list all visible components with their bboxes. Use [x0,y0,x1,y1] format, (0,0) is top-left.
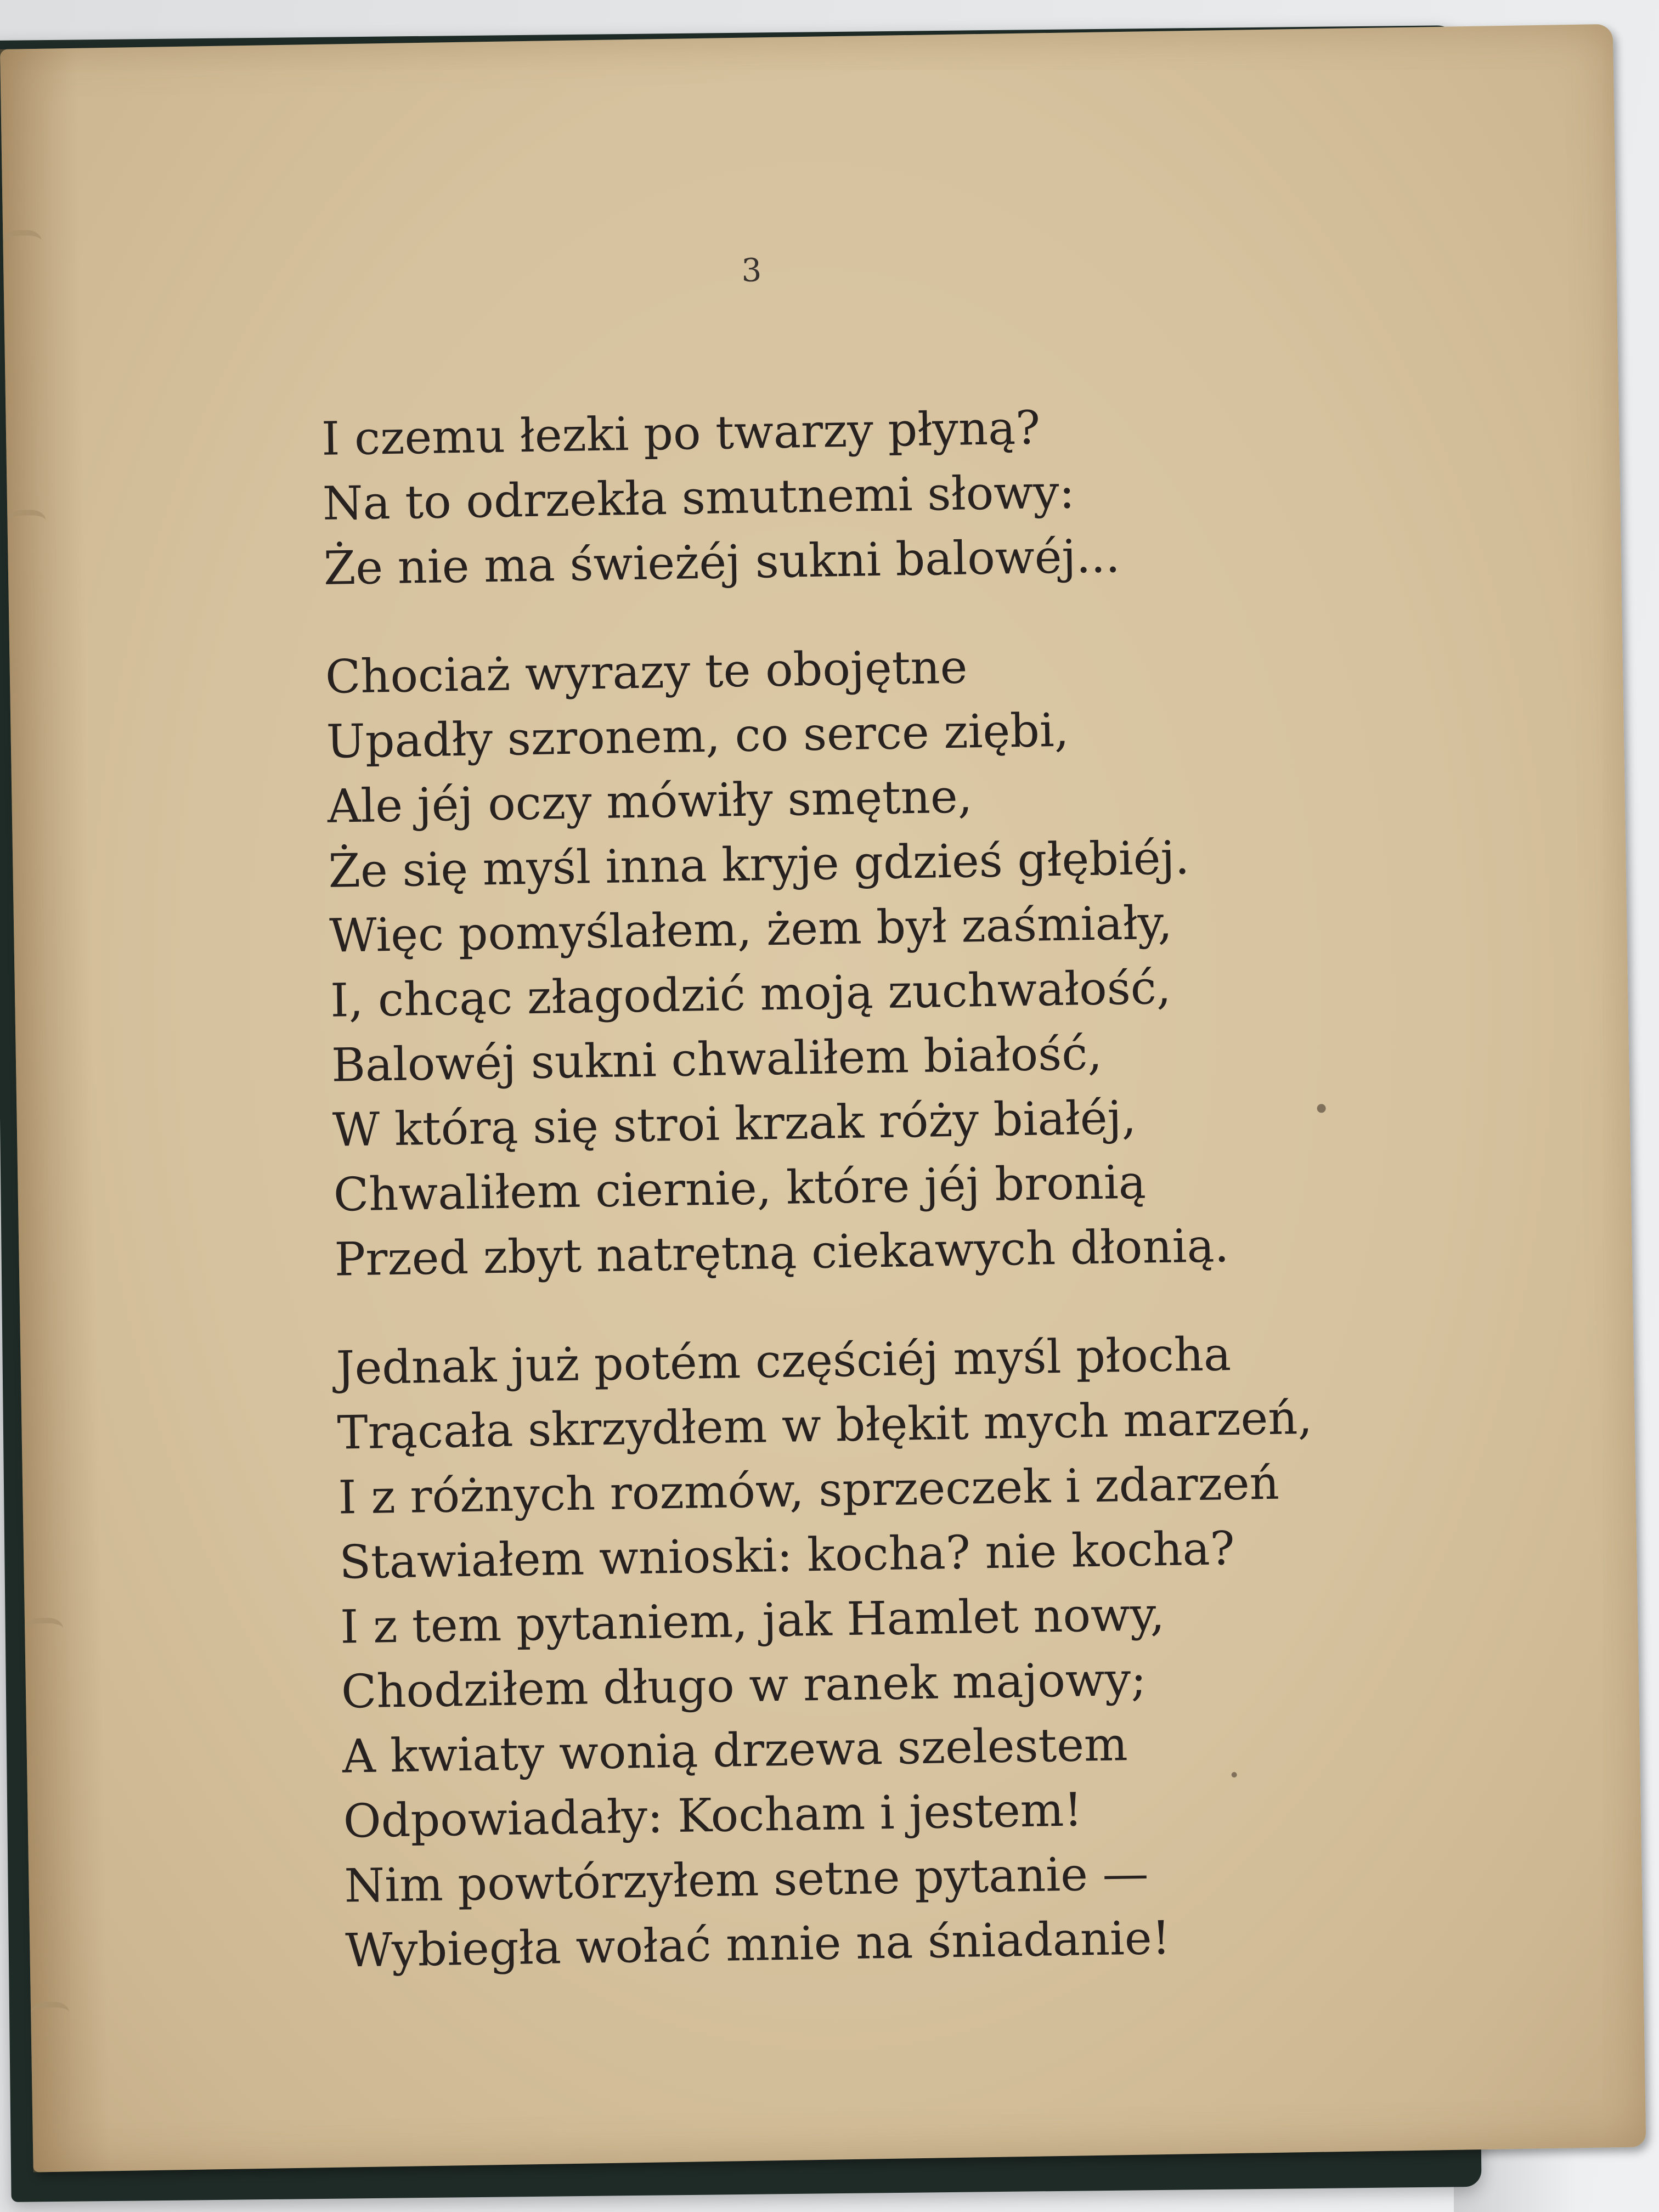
poem-line: Ale jéj oczy mówiły smętne, [326,769,973,833]
binding-stitch [3,230,42,258]
book-page [0,24,1646,2172]
paper-speck [1232,1772,1237,1778]
poem-line: Chociaż wyrazy te obojętne [325,640,968,704]
poem-line: Nim powtórzyłem setne pytanie — [343,1846,1149,1913]
binding-stitch [25,1618,64,1646]
poem-line: I z różnych rozmów, sprzeczek i zdarzeń [337,1455,1280,1525]
poem-line: Wybiegła wołać mnie na śniadanie! [345,1910,1171,1978]
poem-line: Upadły szronem, co serce ziębi, [326,703,1070,769]
stanza-1 [321,387,1531,601]
poem-line: Na to odrzekła smutnemi słowy: [322,465,1075,531]
poem-line: Że się myśl inna kryje gdzieś głębiéj. [328,831,1190,898]
poem-text [321,387,1553,2027]
poem-line: Stawiałem wnioski: kocha? nie kocha? [338,1521,1235,1589]
poem-line: Więc pomyślałem, żem był zaśmiały, [329,895,1173,963]
poem-line: Chodziłem długo w ranek majowy; [341,1652,1147,1719]
poem-line: Że nie ma świeżéj sukni balowéj... [323,529,1121,595]
stanza-2 [325,625,1542,1291]
poem-line: W którą się stroi krzak róży białéj, [332,1090,1137,1157]
poem-line: Balowéj sukni chwaliłem białość, [331,1026,1103,1092]
poem-line: I z tem pytaniem, jak Hamlet nowy, [340,1587,1165,1654]
poem-line: Jednak już potém częściéj myśl płocha [336,1327,1232,1395]
poem-line: I, chcąc złagodzić moją zuchwałość, [330,960,1172,1028]
poem-line: Chwaliłem ciernie, które jéj bronią [333,1155,1147,1222]
stanza-3 [336,1317,1553,1983]
binding-stitch [31,2001,70,2029]
poem-line: A kwiaty wonią drzewa szelestem [342,1717,1128,1784]
poem-line: Odpowiadały: Kocham i jestem! [343,1782,1083,1848]
binding-stitch [7,510,46,538]
poem-line: I czemu łezki po twarzy płyną? [321,400,1041,466]
poem-line: Trącała skrzydłem w błękit mych marzeń, [336,1390,1313,1460]
poem-line: Przed zbyt natrętną ciekawych dłonią. [334,1218,1229,1286]
page-number: 3 [741,251,762,289]
